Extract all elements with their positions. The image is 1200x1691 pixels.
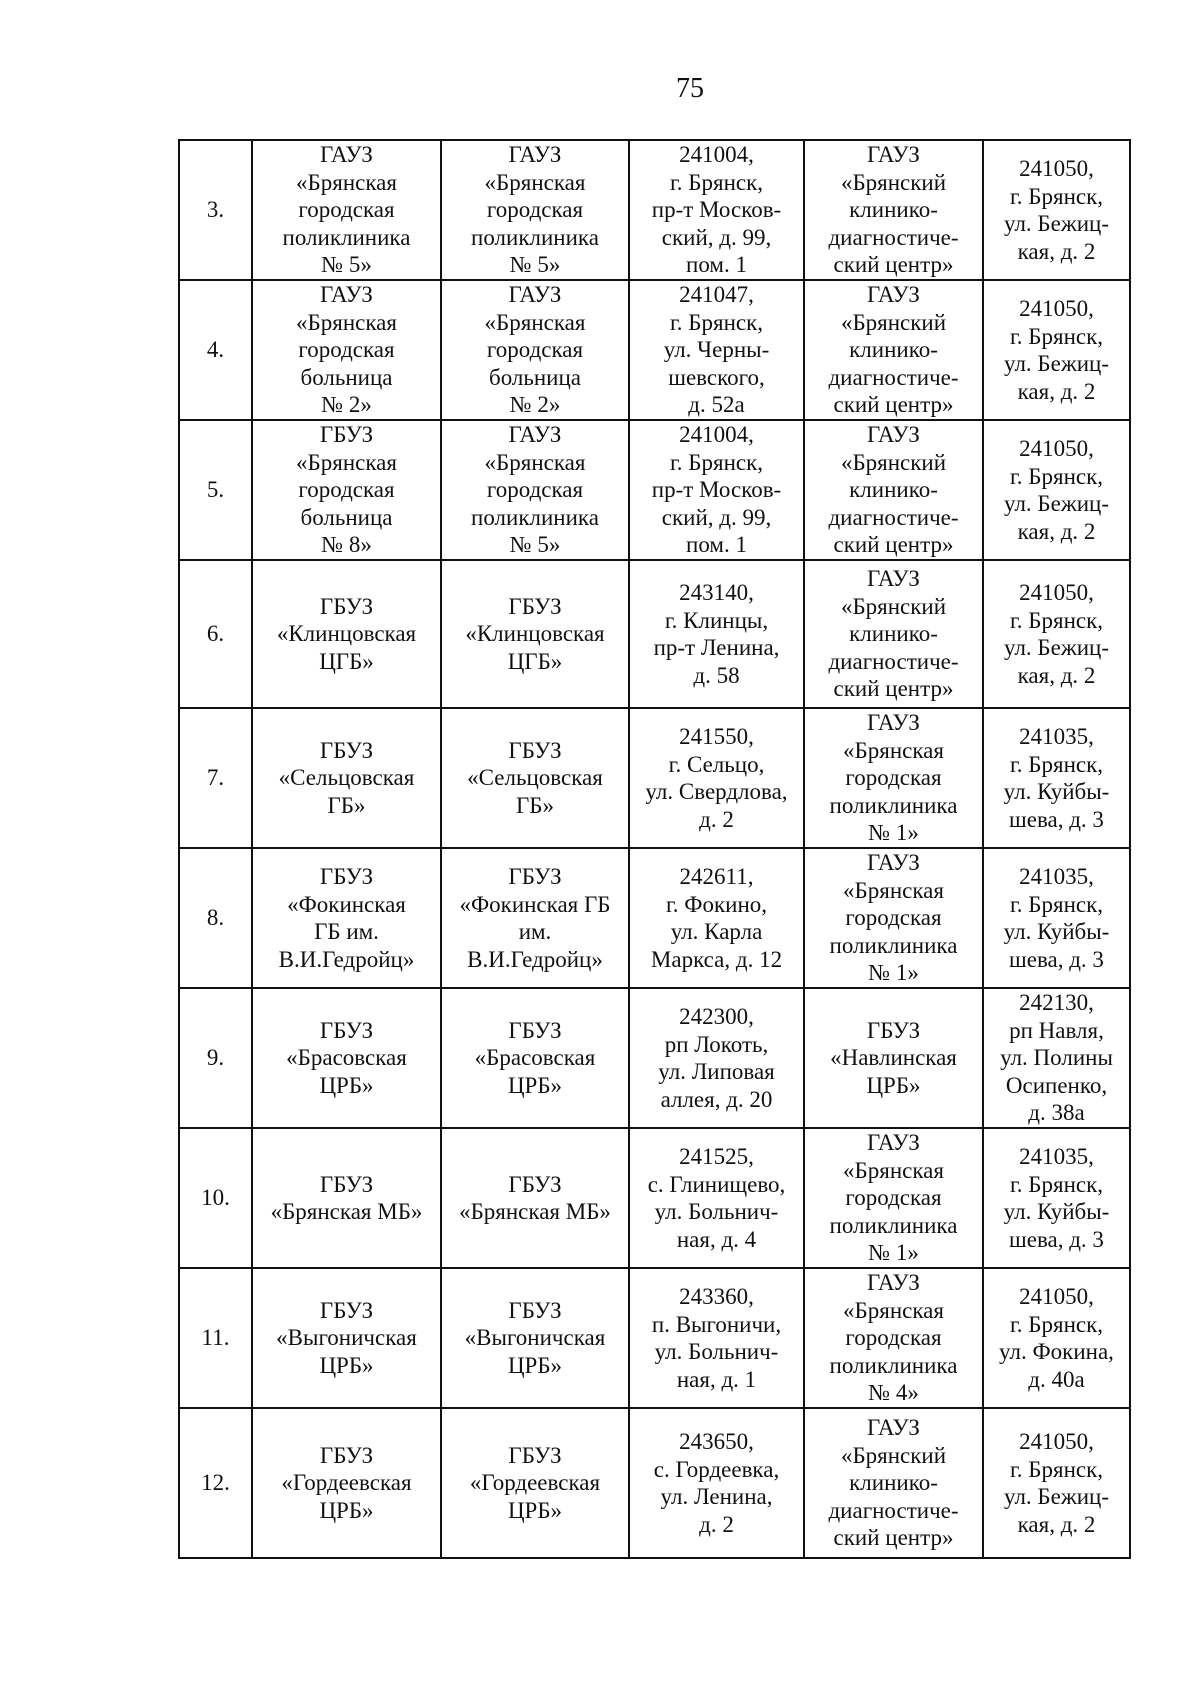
- row-number: 4.: [179, 280, 252, 420]
- center-cell: ГАУЗ «Брянский клинико- диагностиче- ский центр»: [804, 140, 983, 280]
- center-cell: ГАУЗ «Брянский клинико- диагностиче- ский центр»: [804, 420, 983, 560]
- table-row: [179, 1268, 1130, 1408]
- center-cell: ГАУЗ «Брянский клинико- диагностиче- ский центр»: [804, 1408, 983, 1558]
- center-cell: ГАУЗ «Брянская городская поликлиника № 1»: [804, 848, 983, 988]
- row-number: 11.: [179, 1268, 252, 1408]
- center-address-cell: 241035, г. Брянск, ул. Куйбы- шева, д. 3: [983, 708, 1130, 848]
- center-cell: ГАУЗ «Брянская городская поликлиника № 4»: [804, 1268, 983, 1408]
- address-cell: 242611, г. Фокино, ул. Карла Маркса, д. 12: [629, 848, 804, 988]
- institution-cell: ГБУЗ «Брянская МБ»: [252, 1128, 441, 1268]
- table-row: [179, 1128, 1130, 1268]
- referral-org-cell: ГБУЗ «Клинцовская ЦГБ»: [441, 560, 629, 708]
- table-row: [179, 420, 1130, 560]
- institution-cell: ГБУЗ «Брасовская ЦРБ»: [252, 988, 441, 1128]
- referral-org-cell: ГАУЗ «Брянская городская поликлиника № 5»: [441, 140, 629, 280]
- referral-table: [178, 139, 1131, 1559]
- table-row: [179, 708, 1130, 848]
- referral-org-cell: ГБУЗ «Выгоничская ЦРБ»: [441, 1268, 629, 1408]
- institution-cell: ГБУЗ «Выгоничская ЦРБ»: [252, 1268, 441, 1408]
- referral-org-cell: ГБУЗ «Гордеевская ЦРБ»: [441, 1408, 629, 1558]
- table-row: [179, 560, 1130, 708]
- center-address-cell: 241050, г. Брянск, ул. Бежиц- кая, д. 2: [983, 140, 1130, 280]
- row-number: 8.: [179, 848, 252, 988]
- row-number: 9.: [179, 988, 252, 1128]
- table-row: [179, 1408, 1130, 1558]
- center-address-cell: 241050, г. Брянск, ул. Фокина, д. 40а: [983, 1268, 1130, 1408]
- address-cell: 241004, г. Брянск, пр-т Москов- ский, д. 99, пом. 1: [629, 420, 804, 560]
- center-address-cell: 242130, рп Навля, ул. Полины Осипенко, д. 38а: [983, 988, 1130, 1128]
- table-row: [179, 848, 1130, 988]
- address-cell: 241525, с. Глинищево, ул. Больнич- ная, д. 4: [629, 1128, 804, 1268]
- row-number: 6.: [179, 560, 252, 708]
- table-row: [179, 140, 1130, 280]
- institution-cell: ГБУЗ «Клинцовская ЦГБ»: [252, 560, 441, 708]
- row-number: 5.: [179, 420, 252, 560]
- center-address-cell: 241050, г. Брянск, ул. Бежиц- кая, д. 2: [983, 1408, 1130, 1558]
- referral-org-cell: ГБУЗ «Фокинская ГБ им. В.И.Гедройц»: [441, 848, 629, 988]
- center-cell: ГАУЗ «Брянский клинико- диагностиче- ский центр»: [804, 280, 983, 420]
- institution-cell: ГБУЗ «Брянская городская больница № 8»: [252, 420, 441, 560]
- address-cell: 243650, с. Гордеевка, ул. Ленина, д. 2: [629, 1408, 804, 1558]
- center-address-cell: 241050, г. Брянск, ул. Бежиц- кая, д. 2: [983, 280, 1130, 420]
- address-cell: 241550, г. Сельцо, ул. Свердлова, д. 2: [629, 708, 804, 848]
- table-row: [179, 988, 1130, 1128]
- address-cell: 241004, г. Брянск, пр-т Москов- ский, д. 99, пом. 1: [629, 140, 804, 280]
- referral-org-cell: ГБУЗ «Брянская МБ»: [441, 1128, 629, 1268]
- address-cell: 243140, г. Клинцы, пр-т Ленина, д. 58: [629, 560, 804, 708]
- row-number: 7.: [179, 708, 252, 848]
- page-number: 75: [676, 73, 704, 104]
- table-row: [179, 280, 1130, 420]
- referral-org-cell: ГБУЗ «Брасовская ЦРБ»: [441, 988, 629, 1128]
- center-address-cell: 241050, г. Брянск, ул. Бежиц- кая, д. 2: [983, 560, 1130, 708]
- referral-org-cell: ГБУЗ «Сельцовская ГБ»: [441, 708, 629, 848]
- row-number: 12.: [179, 1408, 252, 1558]
- referral-org-cell: ГАУЗ «Брянская городская больница № 2»: [441, 280, 629, 420]
- address-cell: 242300, рп Локоть, ул. Липовая аллея, д. 20: [629, 988, 804, 1128]
- center-address-cell: 241035, г. Брянск, ул. Куйбы- шева, д. 3: [983, 1128, 1130, 1268]
- center-address-cell: 241035, г. Брянск, ул. Куйбы- шева, д. 3: [983, 848, 1130, 988]
- referral-org-cell: ГАУЗ «Брянская городская поликлиника № 5»: [441, 420, 629, 560]
- address-cell: 243360, п. Выгоничи, ул. Больнич- ная, д. 1: [629, 1268, 804, 1408]
- center-cell: ГАУЗ «Брянский клинико- диагностиче- ский центр»: [804, 560, 983, 708]
- institution-cell: ГБУЗ «Сельцовская ГБ»: [252, 708, 441, 848]
- institution-cell: ГАУЗ «Брянская городская больница № 2»: [252, 280, 441, 420]
- center-cell: ГАУЗ «Брянская городская поликлиника № 1»: [804, 1128, 983, 1268]
- row-number: 10.: [179, 1128, 252, 1268]
- row-number: 3.: [179, 140, 252, 280]
- center-cell: ГАУЗ «Брянская городская поликлиника № 1»: [804, 708, 983, 848]
- address-cell: 241047, г. Брянск, ул. Черны- шевского, д. 52а: [629, 280, 804, 420]
- institution-cell: ГАУЗ «Брянская городская поликлиника № 5»: [252, 140, 441, 280]
- center-address-cell: 241050, г. Брянск, ул. Бежиц- кая, д. 2: [983, 420, 1130, 560]
- institution-cell: ГБУЗ «Гордеевская ЦРБ»: [252, 1408, 441, 1558]
- center-cell: ГБУЗ «Навлинская ЦРБ»: [804, 988, 983, 1128]
- institution-cell: ГБУЗ «Фокинская ГБ им. В.И.Гедройц»: [252, 848, 441, 988]
